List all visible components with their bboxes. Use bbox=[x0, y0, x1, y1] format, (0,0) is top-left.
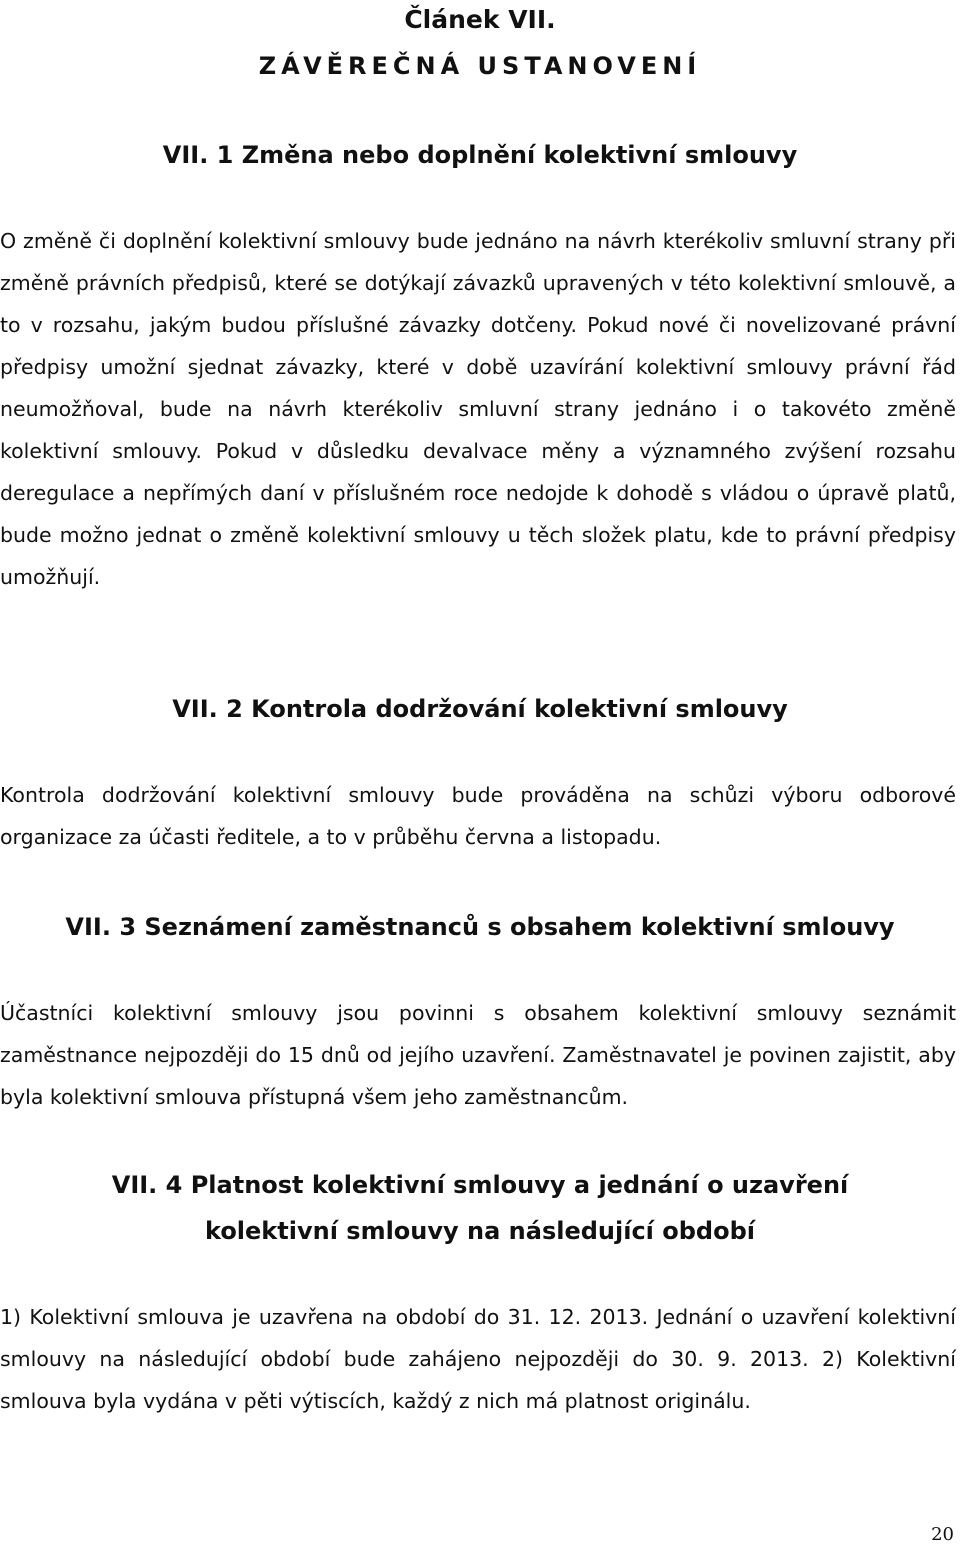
section-text-vii-3: Účastníci kolektivní smlouvy jsou povinni s obsahem kolektivní smlouvy seznámit zaměstnance nejpozději do 15 dnů od jejího uzavření. Zaměstnavatel je povinen zajistit, aby byla kolektivní smlouva přístupná všem jeho zaměstnancům. bbox=[0, 1001, 956, 1109]
article-subtitle: ZÁVĚREČNÁ USTANOVENÍ bbox=[258, 52, 702, 80]
section-text-vii-1: O změně či doplnění kolektivní smlouvy bude jednáno na návrh kterékoliv smluvní strany při změně právních předpisů, které se dotýkají závazků upravených v této kolektivní smlouvě, a to v rozsahu, jakým budou příslušné závazky dotčeny. Pokud nové či novelizované právní předpisy umožní sjednat závazky, které v době uzavírání kolektivní smlouvy právní řád neumožňoval, bude na návrh kterékoliv smluvní strany jednáno i o takovéto změně kolektivní smlouvy. Pokud v důsledku devalvace měny a významného zvýšení rozsahu deregulace a nepřímých daní v příslušném roce nedojde k dohodě s vládou o úpravě platů, bude možno jednat o změně kolektivní smlouvy u těch složek platu, kde to právní předpisy umožňují. bbox=[0, 229, 956, 589]
section-heading-vii-2: VII. 2 Kontrola dodržování kolektivní smlouvy bbox=[172, 695, 788, 723]
section-text-vii-4: 1) Kolektivní smlouva je uzavřena na období do 31. 12. 2013. Jednání o uzavření kolektivní smlouvy na následující období bude zahájeno nejpozději do 30. 9. 2013. 2) Kolektivní smlouva byla vydána v pěti výtiscích, každý z nich má platnost originálu. bbox=[0, 1305, 956, 1413]
section-heading-vii-4-line1: VII. 4 Platnost kolektivní smlouvy a jednání o uzavření bbox=[111, 1171, 849, 1199]
section-heading-vii-3: VII. 3 Seznámení zaměstnanců s obsahem kolektivní smlouvy bbox=[65, 913, 895, 941]
page-number: 20 bbox=[931, 1524, 954, 1545]
article-title: Článek VII. bbox=[404, 5, 556, 34]
section-heading-vii-1: VII. 1 Změna nebo doplnění kolektivní smlouvy bbox=[162, 141, 798, 169]
section-heading-vii-4-line2: kolektivní smlouvy na následující období bbox=[205, 1217, 755, 1245]
section-text-vii-2: Kontrola dodržování kolektivní smlouvy bude prováděna na schůzi výboru odborové organizace za účasti ředitele, a to v průběhu června a listopadu. bbox=[0, 783, 956, 849]
